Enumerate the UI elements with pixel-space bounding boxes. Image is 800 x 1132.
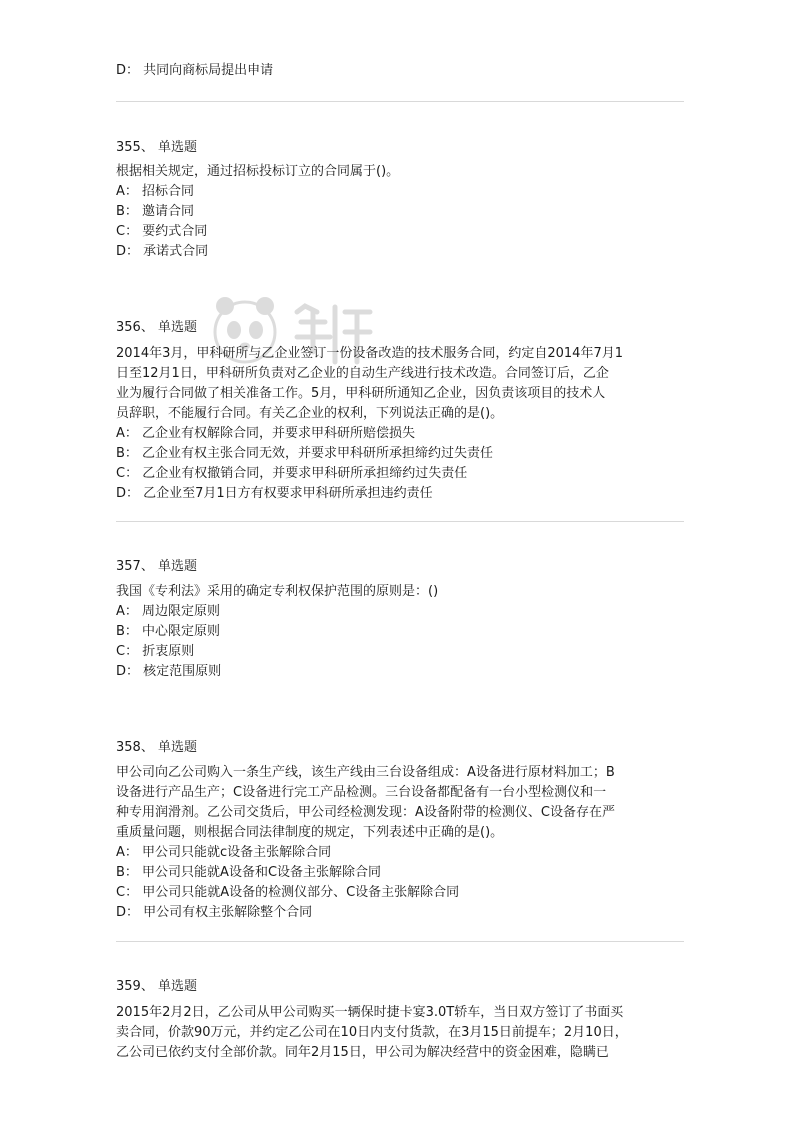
question-357-stem: 我国《专利法》采用的确定专利权保护范围的原则是：() xyxy=(116,584,439,599)
question-357-option-d: D： 核定范围原则 xyxy=(116,664,222,679)
question-358-stem-line4: 重质量问题，则根据合同法律制度的规定，下列表述中正确的是()。 xyxy=(116,825,504,840)
question-356-option-c: C： 乙企业有权撤销合同，并要求甲科研所承担缔约过失责任 xyxy=(116,466,468,481)
separator xyxy=(116,521,684,522)
question-359-stem-line2: 卖合同，价款90万元，并约定乙公司在10日内支付货款，在3月15日前提车；2月10日， xyxy=(116,1025,628,1040)
question-357-option-c: C： 折衷原则 xyxy=(116,644,195,659)
question-356-stem-line1: 2014年3月，甲科研所与乙企业签订一份设备改造的技术服务合同，约定自2014年7月1 xyxy=(116,346,623,361)
question-358-option-c: C： 甲公司只能就A设备的检测仪部分、C设备主张解除合同 xyxy=(116,885,460,900)
question-355-option-b: B： 邀请合同 xyxy=(116,204,195,219)
question-356-stem-line2: 日至12月1日，甲科研所负责对乙企业的自动生产线进行技术改造。合同签订后，乙企 xyxy=(116,366,609,381)
question-358-stem-line2: 设备进行产品生产；C设备进行完工产品检测。三台设备都配备有一台小型检测仪和一 xyxy=(116,785,607,800)
question-355-stem: 根据相关规定，通过招标投标订立的合同属于()。 xyxy=(116,164,400,179)
separator xyxy=(116,941,684,942)
separator xyxy=(116,101,684,102)
question-358-header: 358、 单选题 xyxy=(116,740,197,755)
question-358-option-d: D： 甲公司有权主张解除整个合同 xyxy=(116,905,313,920)
question-356-option-a: A： 乙企业有权解除合同，并要求甲科研所赔偿损失 xyxy=(116,426,416,441)
question-358-stem-line1: 甲公司向乙公司购入一条生产线，该生产线由三台设备组成：A设备进行原材料加工；B xyxy=(116,765,615,780)
question-359-stem-line1: 2015年2月2日，乙公司从甲公司购买一辆保时捷卡宴3.0T轿车，当日双方签订了书面买 xyxy=(116,1005,624,1020)
question-358-option-b: B： 甲公司只能就A设备和C设备主张解除合同 xyxy=(116,865,382,880)
question-357-option-a: A： 周边限定原则 xyxy=(116,604,221,619)
question-359-header: 359、 单选题 xyxy=(116,979,197,994)
question-357-header: 357、 单选题 xyxy=(116,559,197,574)
question-355-header: 355、 单选题 xyxy=(116,140,197,155)
question-356-option-b: B： 乙企业有权主张合同无效，并要求甲科研所承担缔约过失责任 xyxy=(116,446,494,461)
question-356-stem-line3: 业为履行合同做了相关准备工作。5月，甲科研所通知乙企业，因负责该项目的技术人 xyxy=(116,386,606,401)
option-d: D： 共同向商标局提出申请 xyxy=(116,63,274,78)
question-358-option-a: A： 甲公司只能就c设备主张解除合同 xyxy=(116,845,332,860)
question-355-option-c: C： 要约式合同 xyxy=(116,224,208,239)
question-355-option-d: D： 承诺式合同 xyxy=(116,244,209,259)
question-356-header: 356、 单选题 xyxy=(116,320,197,335)
question-357-option-b: B： 中心限定原则 xyxy=(116,624,221,639)
question-356-option-d: D： 乙企业至7月1日方有权要求甲科研所承担违约责任 xyxy=(116,486,433,501)
question-358-stem-line3: 种专用润滑剂。乙公司交货后，甲公司经检测发现：A设备附带的检测仪、C设备存在严 xyxy=(116,805,615,820)
question-355-option-a: A： 招标合同 xyxy=(116,184,195,199)
question-356-stem-line4: 员辞职，不能履行合同。有关乙企业的权利，下列说法正确的是()。 xyxy=(116,406,504,421)
question-359-stem-line3: 乙公司已依约支付全部价款。同年2月15日，甲公司为解决经营中的资金困难，隐瞒已 xyxy=(116,1045,609,1060)
